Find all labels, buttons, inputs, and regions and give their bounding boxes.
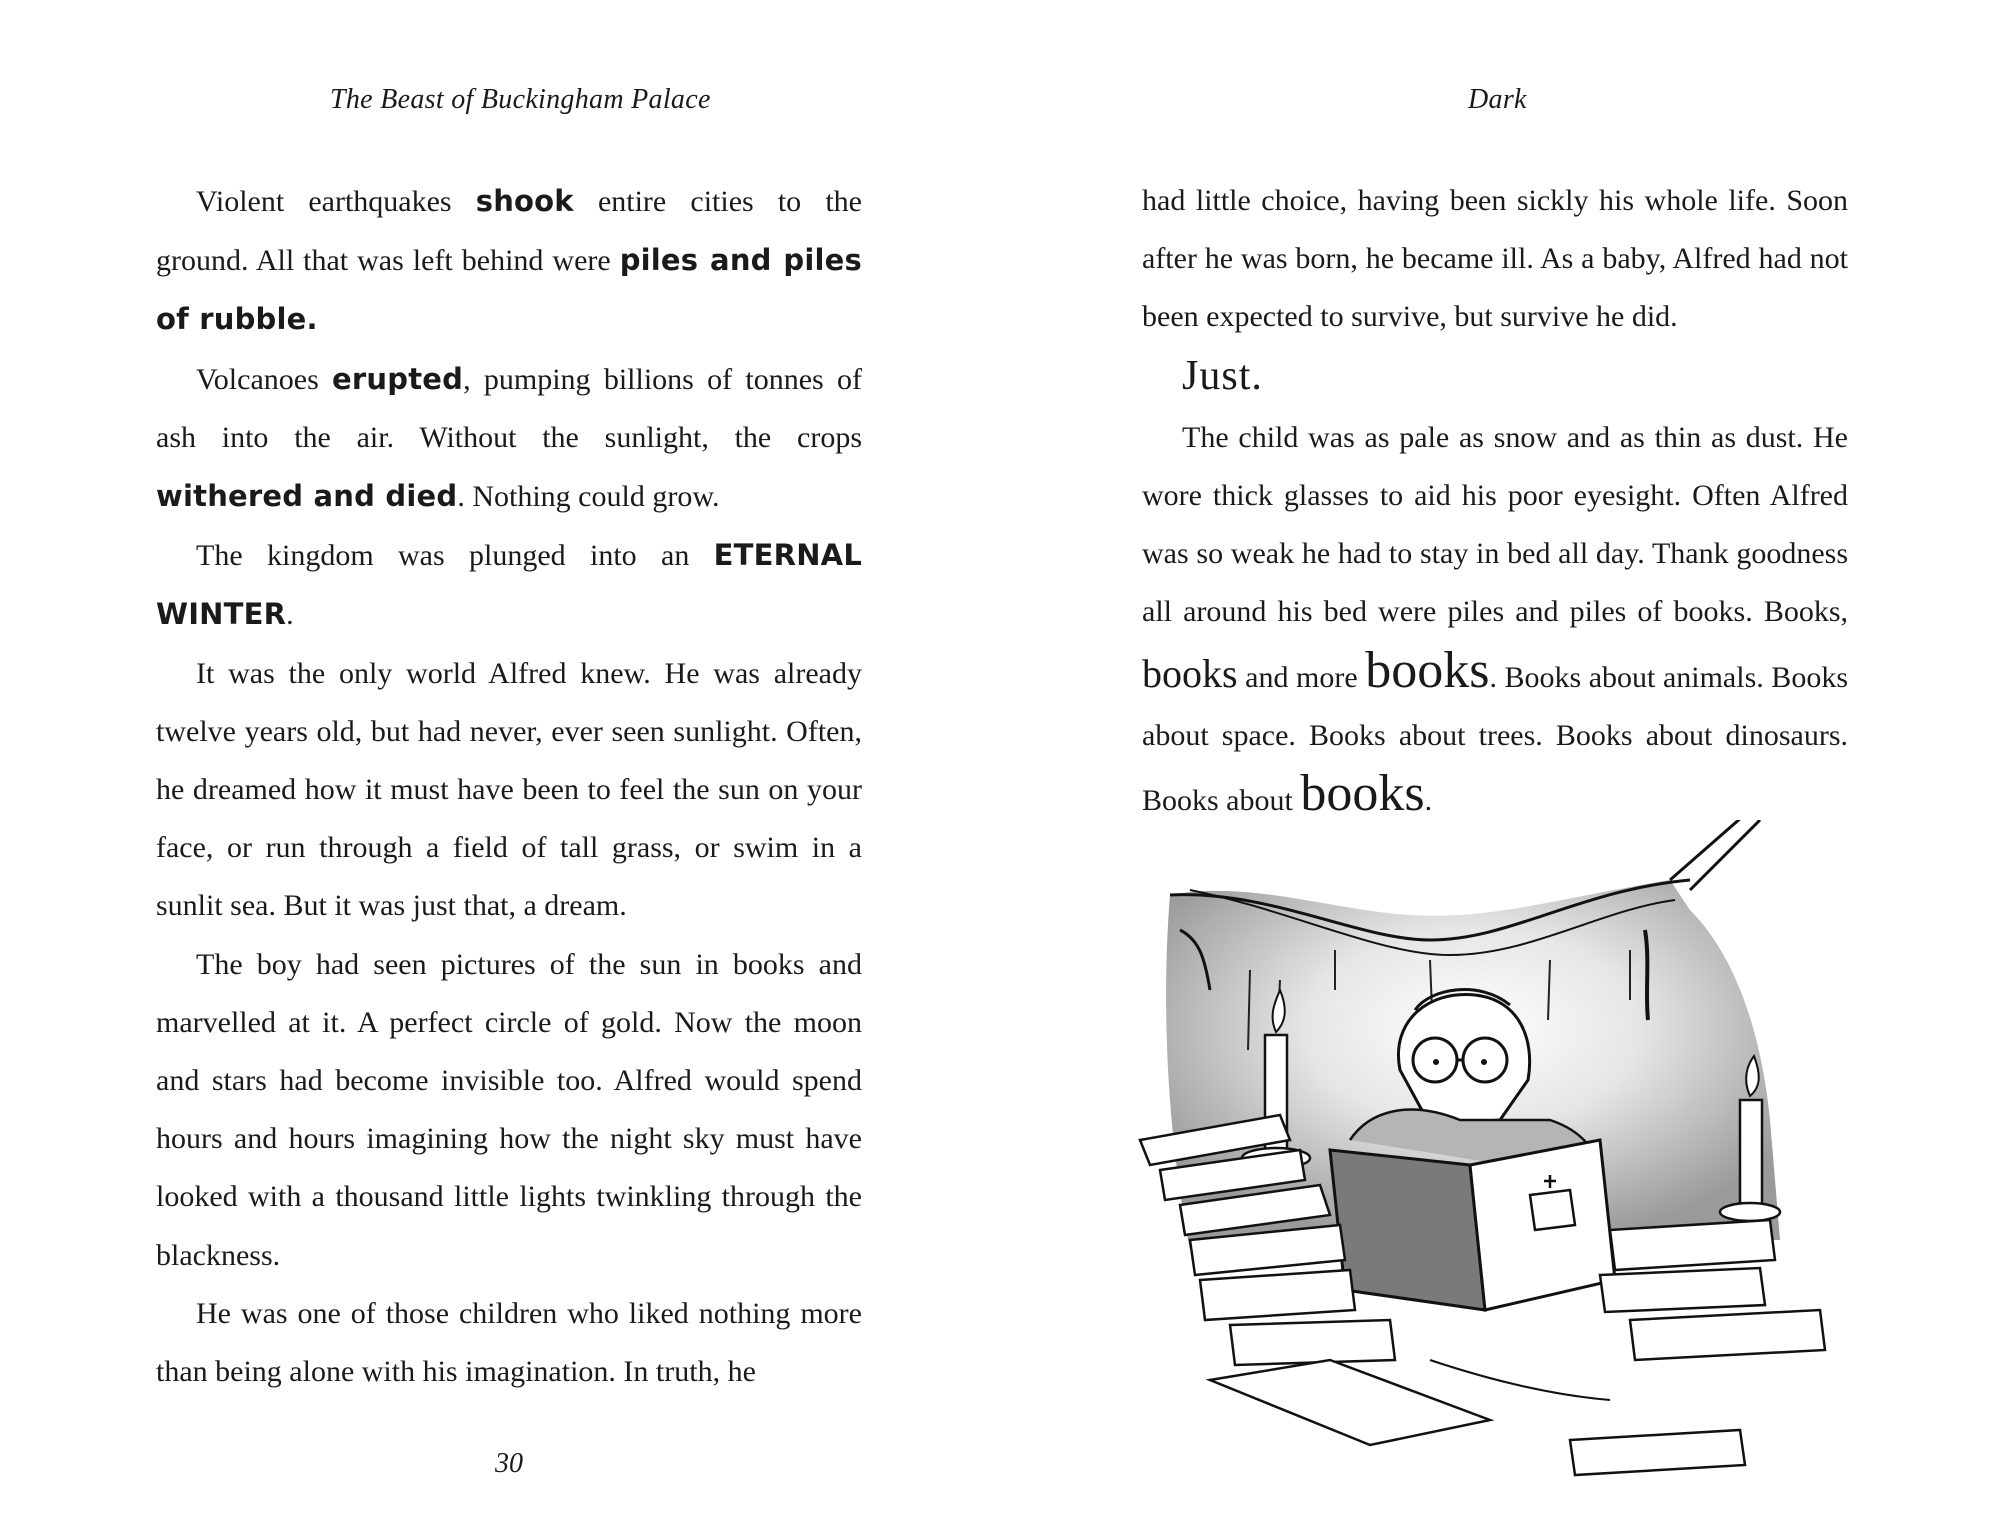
paragraph [156,350,862,527]
paragraph: The boy had seen pictures of the sun in books and marvelled at it. A perfect circle of gold. Now the moon and stars had become invisible too. Alfred would spend hours and hours imagining how the night sky must have looked with a thousand little lights twinkling through the blackness. [156,947,862,1272]
large-text-run: books [1142,650,1238,696]
bold-text-run: ETERNAL WINTER [156,538,862,632]
running-head-chapter-title: Dark [1468,84,1527,115]
large-text-run: books [1300,765,1425,823]
text-run: . [1424,784,1433,818]
paragraph [1142,347,1848,409]
running-head-book-title: The Beast of Buckingham Palace [330,84,711,115]
large-text-run: Just. [1182,352,1263,399]
right-page [1000,0,2000,1538]
bold-text-run: shook [475,184,574,218]
text-run: and more [1237,660,1366,694]
text-run: The child was as pale as snow and as thin as dust. He wore thick glasses to aid his poor eyesight. Often Alfred was so weak he had to stay in bed all day. Thank goodness all around his bed were piles and piles of books. Books, [1142,420,1848,629]
large-text-run: books [1365,641,1490,699]
text-run: . [286,598,294,632]
page-number: 30 [495,1448,523,1479]
paragraph: It was the only world Alfred knew. He was already twelve years old, but had never, ever seen sunlight. Often, he dreamed how it must have been to feel the sun on your face, or run through a field of tall grass, or swim in a sunlit sea. But it was just that, a dream. [156,656,862,923]
paragraph [156,172,862,350]
bold-text-run: erupted [332,361,464,396]
bold-text-run: withered and died [156,479,458,514]
text-run: . Nothing could grow. [457,480,720,514]
text-run: The kingdom was plunged into an [196,539,714,573]
open-book-icon [1330,1140,1615,1310]
paragraph: had little choice, having been sickly his whole life. Soon after he was born, he became ill. As a baby, Alfred had not been expected to survive, but survive he did. [1142,184,1848,334]
left-page-text [156,172,862,1401]
text-run: Volcanoes [196,362,333,396]
text-run: , pumping billions of tonnes of ash into the air. Without the sunlight, the crops [156,362,862,454]
text-run: Violent earthquakes [196,185,476,218]
illustration-boy-reading-in-bed [1130,820,1870,1520]
paragraph: He was one of those children who liked nothing more than being alone with his imagination. In truth, he [156,1296,862,1389]
text-run: entire cities to the ground. All that was left behind were [156,185,862,278]
bold-text-run: piles and piles of rubble. [156,243,862,337]
floor-books [1210,1360,1745,1475]
paragraph [156,526,862,644]
book-pile-right [1600,1220,1825,1360]
paragraph [1142,409,1848,830]
right-page-text [1142,172,1848,830]
text-run: . Books about animals. Books about space. Books about trees. Books about dinosaurs. Books about [1142,660,1848,818]
